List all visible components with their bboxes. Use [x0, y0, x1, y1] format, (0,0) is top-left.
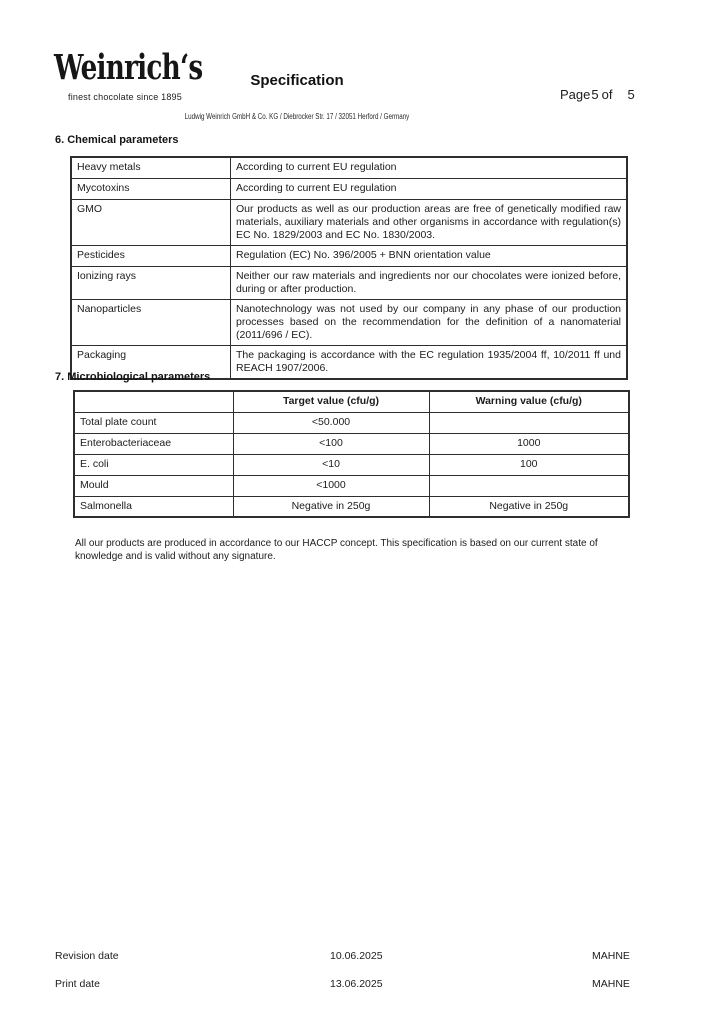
page-title: Specification — [250, 72, 344, 89]
micro-target-cell: <10 — [233, 454, 429, 475]
micro-param-cell: Total plate count — [74, 412, 233, 433]
chemical-parameters-table — [70, 156, 628, 380]
micro-warning-cell: 1000 — [429, 433, 629, 454]
chemical-value-cell: Our products as well as our production areas are free of genetically modified raw materials, auxiliary materials and other organisms in accordance with regulation(s) EC No. 1829/2003 and EC No. 1830/2003. — [231, 199, 628, 245]
table-row — [74, 496, 629, 517]
table-row — [74, 412, 629, 433]
page-number-of: of — [601, 87, 613, 102]
footer-date: 10.06.2025 — [330, 950, 383, 962]
chemical-param-cell: GMO — [71, 199, 231, 245]
chemical-value-cell: According to current EU regulation — [231, 157, 628, 178]
company-address: Ludwig Weinrich GmbH & Co. KG / Diebrocker Str. 17 / 32051 Herford / Germany — [184, 112, 410, 121]
footer-date: 13.06.2025 — [330, 978, 383, 990]
logo-tagline: finest chocolate since 1895 — [68, 92, 182, 102]
table-row — [74, 475, 629, 496]
chemical-value-cell: Nanotechnology was not used by our company in any phase of our production processes based on the recommendation for the definition of a nanomaterial (2011/696 / EC). — [231, 299, 628, 345]
chemical-param-cell: Pesticides — [71, 245, 231, 266]
micro-warning-cell — [429, 475, 629, 496]
footer-print-row — [0, 978, 720, 992]
table-row — [74, 433, 629, 454]
micro-param-cell: E. coli — [74, 454, 233, 475]
chemical-value-cell: The packaging is accordance with the EC regulation 1935/2004 ff, 10/2011 ff und REACH 1907/2006. — [231, 345, 628, 379]
footer-author: MAHNE — [592, 950, 630, 962]
chemical-param-cell: Heavy metals — [71, 157, 231, 178]
page-number-total: 5 — [627, 87, 635, 102]
table-row — [71, 199, 627, 245]
micro-header-cell: Target value (cfu/g) — [233, 391, 429, 412]
table-row — [71, 299, 627, 345]
micro-warning-cell: 100 — [429, 454, 629, 475]
micro-param-cell: Salmonella — [74, 496, 233, 517]
footer-author: MAHNE — [592, 978, 630, 990]
table-row — [71, 157, 627, 178]
micro-warning-cell: Negative in 250g — [429, 496, 629, 517]
table-row — [71, 178, 627, 199]
table-row — [71, 245, 627, 266]
chemical-param-cell: Mycotoxins — [71, 178, 231, 199]
title-band — [0, 72, 594, 90]
footer-revision-row — [0, 950, 720, 964]
logo-wordmark: Weinrich‘s — [54, 47, 203, 88]
page-number-current: 5 — [591, 87, 599, 102]
haccp-note: All our products are produced in accordance to our HACCP concept. This specification is based on our current state of knowledge and is valid without any signature. — [75, 538, 598, 562]
micro-section-heading: 7. Microbiological parameters — [55, 371, 211, 383]
chemical-value-cell: Regulation (EC) No. 396/2005 + BNN orientation value — [231, 245, 628, 266]
micro-param-cell: Enterobacteriaceae — [74, 433, 233, 454]
page-number-label: Page — [560, 87, 591, 102]
table-row — [71, 266, 627, 299]
micro-param-cell: Mould — [74, 475, 233, 496]
micro-header-cell — [74, 391, 233, 412]
chemical-value-cell: According to current EU regulation — [231, 178, 628, 199]
micro-target-cell: <50.000 — [233, 412, 429, 433]
microbiological-parameters-table — [73, 390, 630, 518]
footer-label: Print date — [55, 978, 100, 990]
table-row — [74, 454, 629, 475]
footer-label: Revision date — [55, 950, 119, 962]
chemical-value-cell: Neither our raw materials and ingredients nor our chocolates were ionized before, during or after production. — [231, 266, 628, 299]
table-header-row — [74, 391, 629, 412]
micro-target-cell: <1000 — [233, 475, 429, 496]
chemical-section-heading: 6. Chemical parameters — [55, 134, 179, 146]
micro-target-cell: <100 — [233, 433, 429, 454]
micro-target-cell: Negative in 250g — [233, 496, 429, 517]
page-number — [560, 87, 635, 102]
micro-warning-cell — [429, 412, 629, 433]
chemical-param-cell: Packaging — [71, 345, 231, 379]
address-band — [0, 106, 594, 124]
chemical-param-cell: Ionizing rays — [71, 266, 231, 299]
micro-header-cell: Warning value (cfu/g) — [429, 391, 629, 412]
chemical-param-cell: Nanoparticles — [71, 299, 231, 345]
